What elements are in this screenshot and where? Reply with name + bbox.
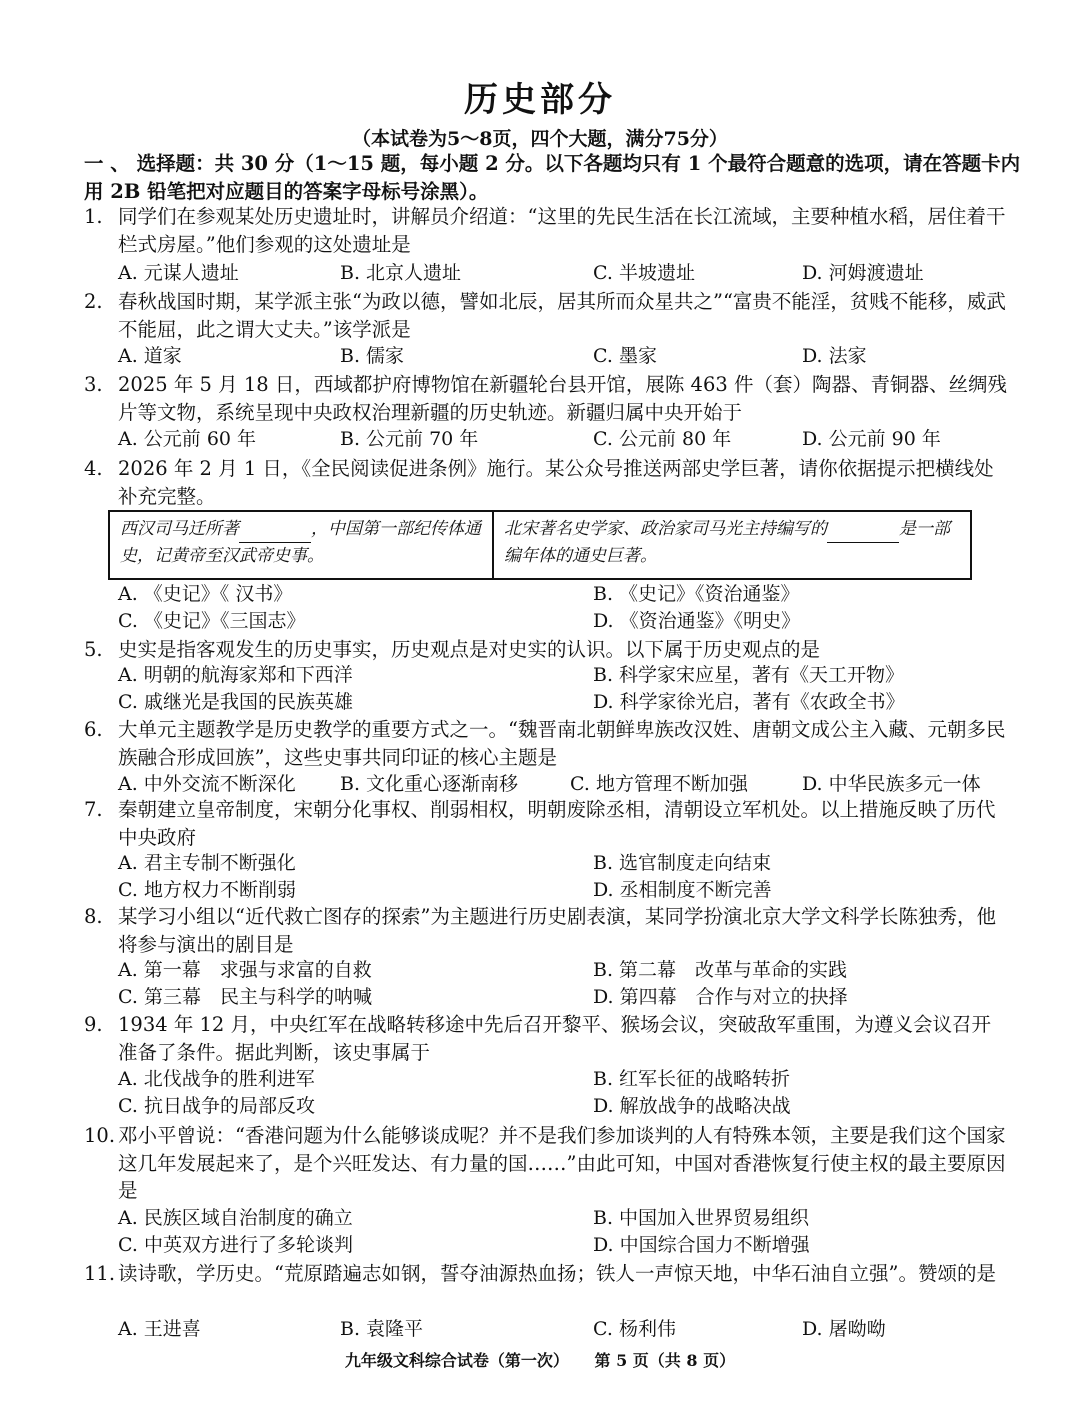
hint-table [108, 510, 972, 580]
question-9 [84, 1011, 1014, 1064]
option-c[interactable]: C. 地方权力不断削弱 [118, 879, 296, 901]
question-number: 3. [84, 373, 103, 396]
question-stem: 2026 年 2 月 1 日，《全民阅读促进条例》施行。某公众号推送两部史学巨著，请你依据提示把横线处补充完整。 [118, 457, 994, 508]
fill-blank [827, 524, 899, 543]
footer-page-number: 第 5 页（共 8 页） [594, 1351, 736, 1370]
question-stem: 某学习小组以“近代救亡图存的探索”为主题进行历史剧表演，某同学扮演北京大学文科学长陈独秀，他将参与演出的剧目是 [118, 905, 996, 956]
option-c[interactable]: C. 半坡遗址 [593, 262, 695, 284]
option-a[interactable]: A. 君主专制不断强化 [118, 852, 296, 874]
option-b[interactable]: B. 北京人遗址 [340, 262, 462, 284]
option-a[interactable]: A. 公元前 60 年 [118, 428, 257, 450]
option-a[interactable]: A. 王进喜 [118, 1318, 201, 1340]
option-b[interactable]: B. 袁隆平 [340, 1318, 424, 1340]
option-d[interactable]: D. 第四幕 合作与对立的抉择 [593, 986, 848, 1008]
option-a[interactable]: A. 北伐战争的胜利进军 [118, 1068, 315, 1090]
question-number: 1. [84, 205, 103, 228]
question-2 [84, 288, 1014, 341]
question-6 [84, 716, 1014, 769]
fill-blank [239, 524, 311, 543]
question-number: 10. [84, 1124, 116, 1147]
question-11 [84, 1260, 1014, 1288]
option-d[interactable]: D. 中华民族多元一体 [802, 773, 981, 795]
question-number: 2. [84, 290, 103, 313]
hint-left-pre: 西汉司马迁所著 [120, 519, 239, 539]
page-title: 历史部分 [464, 80, 616, 120]
page-footer [0, 1348, 1080, 1371]
question-8 [84, 903, 1014, 956]
footer-exam-name: 九年级文科综合试卷（第一次） [344, 1351, 569, 1370]
page-subtitle: （本试卷为5～8页，四个大题，满分75分） [352, 128, 728, 150]
option-d[interactable]: D. 中国综合国力不断增强 [593, 1234, 810, 1256]
question-stem: 大单元主题教学是历史教学的重要方式之一。“魏晋南北朝鲜卑族改汉姓、唐朝文成公主入藏、元朝多民族融合形成回族”，这些史事共同印证的核心主题是 [118, 718, 1006, 769]
option-a[interactable]: A. 元谋人遗址 [118, 262, 239, 284]
question-3 [84, 371, 1014, 424]
hint-cell-left [110, 512, 494, 578]
option-c[interactable]: C. 公元前 80 年 [593, 428, 732, 450]
question-stem: 史实是指客观发生的历史事实，历史观点是对史实的认识。以下属于历史观点的是 [118, 638, 821, 661]
question-4 [84, 455, 1014, 508]
question-number: 5. [84, 638, 103, 661]
option-b[interactable]: B. 科学家宋应星，著有《天工开物》 [593, 664, 905, 686]
option-d[interactable]: D. 《资治通鉴》《明史》 [593, 610, 801, 632]
section-heading: 一 、 选择题：共 30 分（1～15 题，每小题 2 分。以下各题均只有 1 个最符合题意的选项，请在答题卡内用 2B 铅笔把对应题目的答案字母标号涂黑）。 [84, 152, 1021, 203]
option-c[interactable]: C. 墨家 [593, 345, 657, 367]
option-c[interactable]: C. 戚继光是我国的民族英雄 [118, 691, 353, 713]
option-d[interactable]: D. 解放战争的战略决战 [593, 1095, 791, 1117]
option-d[interactable]: D. 科学家徐光启，著有《农政全书》 [593, 691, 905, 713]
option-b[interactable]: B. 公元前 70 年 [340, 428, 479, 450]
option-b[interactable]: B. 中国加入世界贸易组织 [593, 1207, 810, 1229]
option-d[interactable]: D. 丞相制度不断完善 [593, 879, 772, 901]
hint-left-post: ，中国第一部纪传体通史，记黄帝至汉武帝史事。 [120, 519, 481, 566]
option-b[interactable]: B. 儒家 [340, 345, 405, 367]
option-b[interactable]: B. 《史记》《资治通鉴》 [593, 583, 800, 605]
question-stem: 同学们在参观某处历史遗址时，讲解员介绍道：“这里的先民生活在长江流域，主要种植水稻，居住着干栏式房屋。”他们参观的这处遗址是 [118, 205, 1006, 256]
question-number: 6. [84, 718, 103, 741]
hint-cell-right [494, 512, 970, 578]
question-1 [84, 203, 1014, 256]
question-number: 8. [84, 905, 103, 928]
option-a[interactable]: A. 第一幕 求强与求富的自救 [118, 959, 372, 981]
question-10 [84, 1122, 1014, 1202]
option-a[interactable]: A. 民族区域自治制度的确立 [118, 1207, 353, 1229]
option-c[interactable]: C. 《史记》《三国志》 [118, 610, 306, 632]
option-a[interactable]: A. 道家 [118, 345, 182, 367]
option-d[interactable]: D. 公元前 90 年 [802, 428, 941, 450]
question-stem: 1934 年 12 月，中央红军在战略转移途中先后召开黎平、猴场会议，突破敌军重围，为遵义会议召开准备了条件。据此判断，该史事属于 [118, 1013, 992, 1064]
question-stem: 读诗歌，学历史。“荒原踏遍志如钢，誓夺油源热血扬；铁人一声惊天地，中华石油自立强”。赞颂的是 [118, 1262, 996, 1285]
option-c[interactable]: C. 第三幕 民主与科学的呐喊 [118, 986, 372, 1008]
hint-right-pre: 北宋著名史学家、政治家司马光主持编写的 [504, 519, 827, 539]
option-c[interactable]: C. 杨利伟 [593, 1318, 676, 1340]
question-stem: 春秋战国时期，某学派主张“为政以德，譬如北辰，居其所而众星共之”“富贵不能淫，贫贱不能移，威武不能屈，此之谓大丈夫。”该学派是 [118, 290, 1006, 341]
option-d[interactable]: D. 法家 [802, 345, 867, 367]
hint-right-post: 是一部编年体的通史巨著。 [504, 519, 950, 566]
question-stem: 秦朝建立皇帝制度，宋朝分化事权、削弱相权，明朝废除丞相，清朝设立军机处。以上措施反映了历代中央政府 [118, 798, 996, 849]
question-5 [84, 636, 1014, 664]
question-7 [84, 796, 1014, 849]
option-d[interactable]: D. 河姆渡遗址 [802, 262, 924, 284]
question-number: 9. [84, 1013, 103, 1036]
question-number: 11. [84, 1262, 116, 1285]
option-b[interactable]: B. 选官制度走向结束 [593, 852, 772, 874]
option-b[interactable]: B. 第二幕 改革与革命的实践 [593, 959, 848, 981]
option-c[interactable]: C. 地方管理不断加强 [570, 773, 748, 795]
question-number: 7. [84, 798, 103, 821]
option-c[interactable]: C. 中英双方进行了多轮谈判 [118, 1234, 353, 1256]
question-stem: 2025 年 5 月 18 日，西域都护府博物馆在新疆轮台县开馆，展陈 463 件（套）陶器、青铜器、丝绸残片等文物，系统呈现中央政权治理新疆的历史轨迹。新疆归属中央开始于 [118, 373, 1007, 424]
option-a[interactable]: A. 《史记》《 汉书》 [118, 583, 293, 605]
option-d[interactable]: D. 屠呦呦 [802, 1318, 886, 1340]
option-b[interactable]: B. 红军长征的战略转折 [593, 1068, 791, 1090]
option-a[interactable]: A. 中外交流不断深化 [118, 773, 296, 795]
question-stem: 邓小平曾说：“香港问题为什么能够谈成呢？并不是我们参加谈判的人有特殊本领，主要是我们这个国家这几年发展起来了，是个兴旺发达、有力量的国……”由此可知，中国对香港恢复行使主权的最主要原因是 [118, 1124, 1006, 1202]
option-b[interactable]: B. 文化重心逐渐南移 [340, 773, 519, 795]
option-a[interactable]: A. 明朝的航海家郑和下西洋 [118, 664, 353, 686]
question-number: 4. [84, 457, 103, 480]
option-c[interactable]: C. 抗日战争的局部反攻 [118, 1095, 315, 1117]
